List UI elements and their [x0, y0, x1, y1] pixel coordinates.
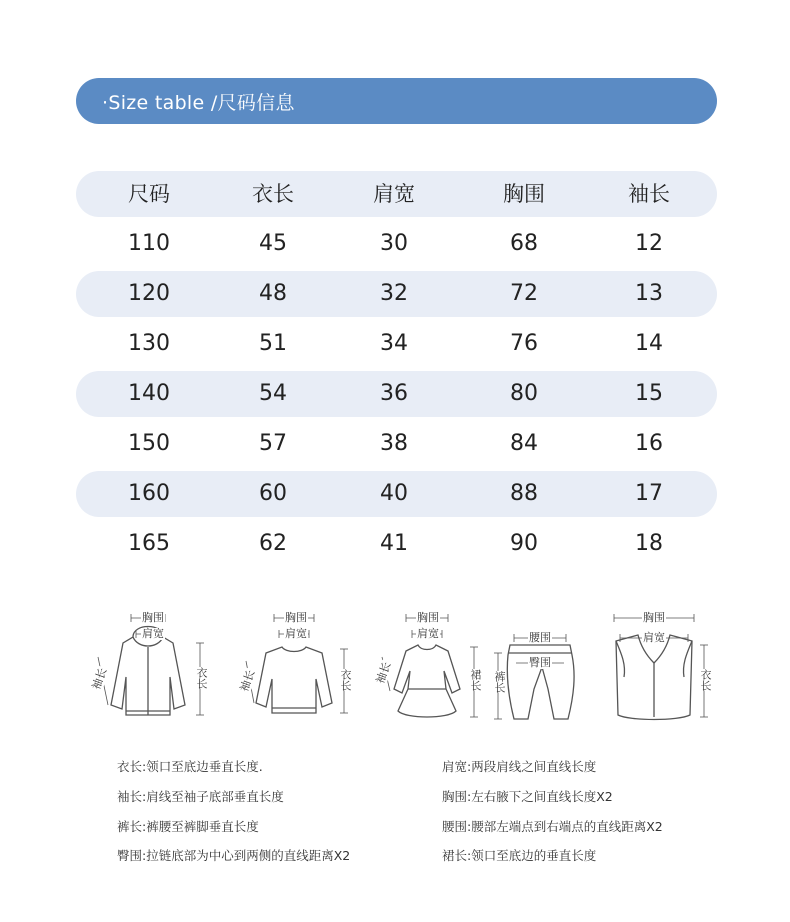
hoodie-diagram: [88, 605, 208, 730]
length-label: 衣长: [195, 667, 208, 689]
table-cell: 13: [635, 281, 663, 306]
table-cell: 14: [635, 331, 663, 356]
note-text: 衣长:领口至底边垂直长度.: [117, 759, 263, 774]
table-cell: 150: [128, 431, 170, 456]
table-cell: 130: [128, 331, 170, 356]
table-cell: 54: [259, 381, 287, 406]
table-cell: 18: [635, 531, 663, 556]
length-label: 衣长: [339, 669, 352, 691]
table-cell: 80: [510, 381, 538, 406]
note-text: 臀围:拉链底部为中心到两侧的直线距离X2: [117, 848, 351, 863]
table-cell: 34: [380, 331, 408, 356]
shoulder-label: 肩宽: [285, 627, 307, 640]
table-cell: 57: [259, 431, 287, 456]
waist-label: 腰围: [529, 631, 551, 644]
dress-diagram: [368, 605, 488, 730]
sleeve-label: 袖长: [237, 668, 258, 694]
table-cell: 17: [635, 481, 663, 506]
size-table: [76, 171, 717, 571]
table-cell: 90: [510, 531, 538, 556]
header-bar: [76, 78, 717, 124]
table-cell: 62: [259, 531, 287, 556]
table-cell: 12: [635, 231, 663, 256]
chest-label: 胸围: [417, 611, 439, 624]
table-cell: 51: [259, 331, 287, 356]
chest-label: 胸围: [643, 611, 665, 624]
table-cell: 30: [380, 231, 408, 256]
note-text: 裙长:领口至底边的垂直长度: [442, 848, 597, 863]
table-cell: 15: [635, 381, 663, 406]
chest-label: 胸围: [142, 611, 164, 624]
column-header: 胸围: [503, 182, 545, 206]
length-label: 裙长: [469, 669, 482, 691]
table-row: [76, 221, 717, 267]
table-cell: 38: [380, 431, 408, 456]
table-row: [76, 371, 717, 417]
table-cell: 140: [128, 381, 170, 406]
column-header: 尺码: [128, 182, 170, 206]
table-cell: 84: [510, 431, 538, 456]
table-cell: 88: [510, 481, 538, 506]
shoulder-label: 肩宽: [142, 627, 164, 640]
pants-diagram: [484, 605, 604, 730]
table-cell: 68: [510, 231, 538, 256]
table-cell: 36: [380, 381, 408, 406]
table-cell: 41: [380, 531, 408, 556]
chest-label: 胸围: [285, 611, 307, 624]
sleeve-label: 袖长: [89, 666, 110, 692]
column-header: 袖长: [628, 182, 670, 206]
column-header: 肩宽: [373, 182, 415, 206]
note-text: 袖长:肩线至袖子底部垂直长度: [117, 789, 284, 804]
vest-diagram: [598, 605, 718, 730]
table-header-row: [76, 171, 717, 217]
column-header: 衣长: [252, 182, 294, 206]
shoulder-label: 肩宽: [643, 631, 665, 644]
length-label: 裤长: [493, 671, 506, 693]
table-cell: 160: [128, 481, 170, 506]
table-cell: 120: [128, 281, 170, 306]
measurement-diagrams: [88, 605, 712, 730]
table-cell: 72: [510, 281, 538, 306]
length-label: 衣长: [699, 669, 712, 691]
table-cell: 110: [128, 231, 170, 256]
table-cell: 48: [259, 281, 287, 306]
sleeve-label: 袖长: [373, 660, 394, 686]
table-cell: 16: [635, 431, 663, 456]
table-cell: 40: [380, 481, 408, 506]
table-row: [76, 471, 717, 517]
table-row: [76, 421, 717, 467]
table-cell: 32: [380, 281, 408, 306]
table-cell: 60: [259, 481, 287, 506]
shoulder-label: 肩宽: [417, 627, 439, 640]
table-cell: 45: [259, 231, 287, 256]
hip-label: 臀围: [529, 656, 551, 669]
sweatshirt-diagram: [234, 605, 354, 730]
header-title: ·Size table /尺码信息: [102, 91, 295, 114]
table-row: [76, 321, 717, 367]
table-row: [76, 521, 717, 567]
note-text: 肩宽:两段肩线之间直线长度: [442, 759, 597, 774]
table-cell: 165: [128, 531, 170, 556]
table-cell: 76: [510, 331, 538, 356]
table-row: [76, 271, 717, 317]
note-text: 裤长:裤腰至裤脚垂直长度: [117, 819, 259, 834]
note-text: 腰围:腰部左端点到右端点的直线距离X2: [442, 819, 663, 834]
note-text: 胸围:左右腋下之间直线长度X2: [442, 789, 613, 804]
